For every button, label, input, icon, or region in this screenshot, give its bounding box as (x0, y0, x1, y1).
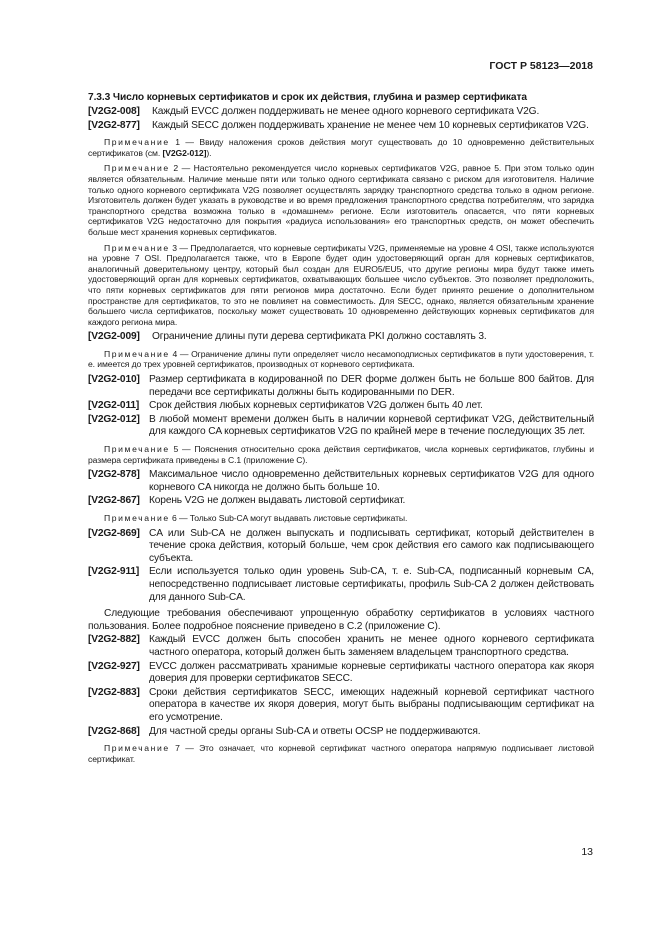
requirement-text: EVCC должен рассматривать хранимые корневые сертификаты частного оператора как якоря доверия для проверки сертификатов SECC. (149, 660, 594, 685)
requirement-id: [V2G2-009] (88, 331, 140, 343)
requirement-text: Если используется только один уровень Sub-CA, т. е. Sub-CA, подписанный корневым CA, непосредственно подписывает листовые сертификаты, профиль Sub-CA 2 должен действовать для данного Sub-CA. (149, 566, 594, 603)
requirement-text: Каждый EVCC должен поддерживать не менее одного корневого сертификата V2G. (152, 106, 540, 117)
note-3 (88, 243, 594, 328)
requirement-id: [V2G2-869] (88, 527, 140, 539)
note-5 (88, 444, 594, 465)
note-6 (88, 513, 594, 524)
note-reference: [V2G2-012] (162, 147, 207, 158)
requirement-text: Максимальное число одновременно действительных корневых сертификатов V2G для одного корневого CA никогда не должно быть больше 10. (149, 469, 594, 493)
requirement-text: CA или Sub-CA не должен выпускать и подписывать сертификат, который действителен в течение срока действия, который больше, чем срок действия его самого как подписывающего субъекта. (149, 527, 594, 564)
note-text: 4 — Ограничение длины пути определяет число несамоподписных сертификатов в пути удостоверения, т. е. имеется до трех уровней сертификатов, производных от корневого сертификата. (88, 348, 594, 370)
note-label: Примечание (104, 137, 170, 148)
document-body (88, 92, 594, 768)
requirement-id: [V2G2-911] (88, 566, 140, 578)
requirement-v2g2-883 (88, 687, 594, 725)
requirement-v2g2-882 (88, 634, 594, 659)
note-tail: ). (206, 147, 212, 158)
requirement-v2g2-867 (88, 495, 594, 508)
requirement-v2g2-878 (88, 469, 594, 494)
requirement-id: [V2G2-878] (88, 469, 140, 481)
note-2 (88, 163, 594, 237)
requirement-v2g2-011 (88, 400, 594, 413)
note-text: 7 — Это означает, что корневой сертификат частного оператора напрямую подписывает листовой сертификат. (88, 743, 594, 764)
note-label: Примечание (104, 163, 170, 174)
requirement-text: В любой момент времени должен быть в наличии корневой сертификат V2G, действительный для каждого CA корневых сертификатов V2G по крайней мере в течение последующих 35 лет. (149, 413, 594, 438)
page-number: 13 (581, 846, 593, 858)
requirement-text: Сроки действия сертификатов SECC, имеющих надежный корневой сертификат частного оператора в качестве их якоря доверия, могут быть выбраны подписывающим сертификат на его усмотрение. (149, 686, 594, 723)
requirement-v2g2-009 (88, 331, 594, 344)
document-header: ГОСТ Р 58123—2018 (489, 60, 593, 72)
note-text: 6 — Только Sub-CA могут выдавать листовые сертификаты. (169, 513, 408, 523)
requirement-v2g2-877 (88, 120, 594, 133)
requirement-id: [V2G2-868] (88, 725, 140, 737)
note-label: Примечание (104, 444, 170, 455)
requirement-id: [V2G2-882] (88, 634, 140, 646)
paragraph-private-use: Следующие требования обеспечивают упрощенную обработку сертификатов в условиях частного пользования. Более подробное пояснение приведено в С.2 (приложение С). (88, 608, 594, 632)
note-4 (88, 349, 594, 370)
note-7 (88, 743, 594, 764)
note-label: Примечание (104, 348, 170, 359)
requirement-id: [V2G2-883] (88, 686, 140, 698)
section-title: 7.3.3 Число корневых сертификатов и срок их действия, глубина и размер сертификата (88, 92, 527, 103)
requirement-text: Для частной среды органы Sub-CA и ответы OCSP не поддерживаются. (149, 725, 481, 737)
note-label: Примечание (104, 513, 170, 523)
note-text: 2 — Настоятельно рекомендуется число корневых сертификатов V2G, равное 5. При этом только один является обязательным. Наличие меньше пяти или только одного сертификата связано с риском для изготовителя. Наличие только одного корневого сертификата V2G позволяет осуществлять зарядку транспортного средства только в одном регионе. Изготовитель должен будет указать в руководстве и во время предложения транспортного средства потребителям, что зарядка транспортного средства возможна только в «домашнем» регионе. Если изготовитель опасается, что пяти корневых сертификатов V2G недостаточно для покрытия «радиуса использования» его транспортных средств, он может обеспечить больше мест хранения корневых сертификатов. (88, 163, 594, 237)
requirement-v2g2-869 (88, 528, 594, 566)
requirement-id: [V2G2-927] (88, 660, 140, 672)
requirement-v2g2-012 (88, 414, 594, 439)
note-1 (88, 137, 594, 158)
requirement-v2g2-911 (88, 566, 594, 604)
requirement-v2g2-868 (88, 726, 594, 739)
requirement-id: [V2G2-877] (88, 119, 140, 131)
requirement-v2g2-010 (88, 374, 594, 399)
requirement-id: [V2G2-011] (88, 400, 140, 412)
requirement-id: [V2G2-867] (88, 495, 140, 507)
requirement-text: Размер сертификата в кодированной по DER форме должен быть не больше 800 байтов. Для передачи все сертификаты должны быть кодированными по DER. (149, 374, 594, 398)
requirement-id: [V2G2-012] (88, 413, 140, 425)
requirement-id: [V2G2-010] (88, 374, 140, 386)
note-text: 5 — Пояснения относительно срока действия сертификатов, числа корневых сертификатов, глубины и размера сертификата приведены в С.1 (приложение С). (88, 444, 594, 465)
requirement-text: Корень V2G не должен выдавать листовой сертификат. (149, 495, 406, 507)
note-label: Примечание (104, 743, 170, 754)
requirement-v2g2-008 (88, 106, 594, 119)
requirement-text: Срок действия любых корневых сертификатов V2G должен быть 40 лет. (149, 400, 483, 412)
requirement-text: Каждый EVCC должен быть способен хранить не менее одного корневого сертификата частного оператора, который должен быть заменяем владельцем транспортного средства. (149, 634, 594, 658)
requirement-id: [V2G2-008] (88, 106, 140, 117)
requirement-text: Каждый SECC должен поддерживать хранение не менее чем 10 корневых сертификатов V2G. (152, 119, 589, 131)
requirement-text: Ограничение длины пути дерева сертификата PKI должно составлять 3. (152, 331, 487, 343)
note-label: Примечание (104, 242, 170, 253)
note-text: 1 — Ввиду наложения сроков действия могут существовать до 10 одновременно действительных сертификатов (см. (88, 137, 594, 158)
note-text: 3 — Предполагается, что корневые сертификаты V2G, применяемые на уровне 4 OSI, также используются на уровне 7 OSI. Предполагается также, что в Европе будет один удостоверяющий орган для корневых сертификатов, аналогичный доверительному центру, который был создан для EURO5/EU5, что другие регионы мира будут также иметь удостоверяющий орган для корневых сертификатов, охватывающих большее число субъектов. Это позволяет предположить, что пяти корневых сертификатов для пяти регионов мира достаточно. Если будет принято решение о дополнительном пространстве для сертификатов, то это не повлияет на совместимость. Для SECC, однако, является обязательным хранение большего числа сертификатов, поскольку может существовать 10 одновременно действующих корневых сертификатов для каждого региона мира. (88, 242, 594, 327)
requirement-v2g2-927 (88, 661, 594, 686)
